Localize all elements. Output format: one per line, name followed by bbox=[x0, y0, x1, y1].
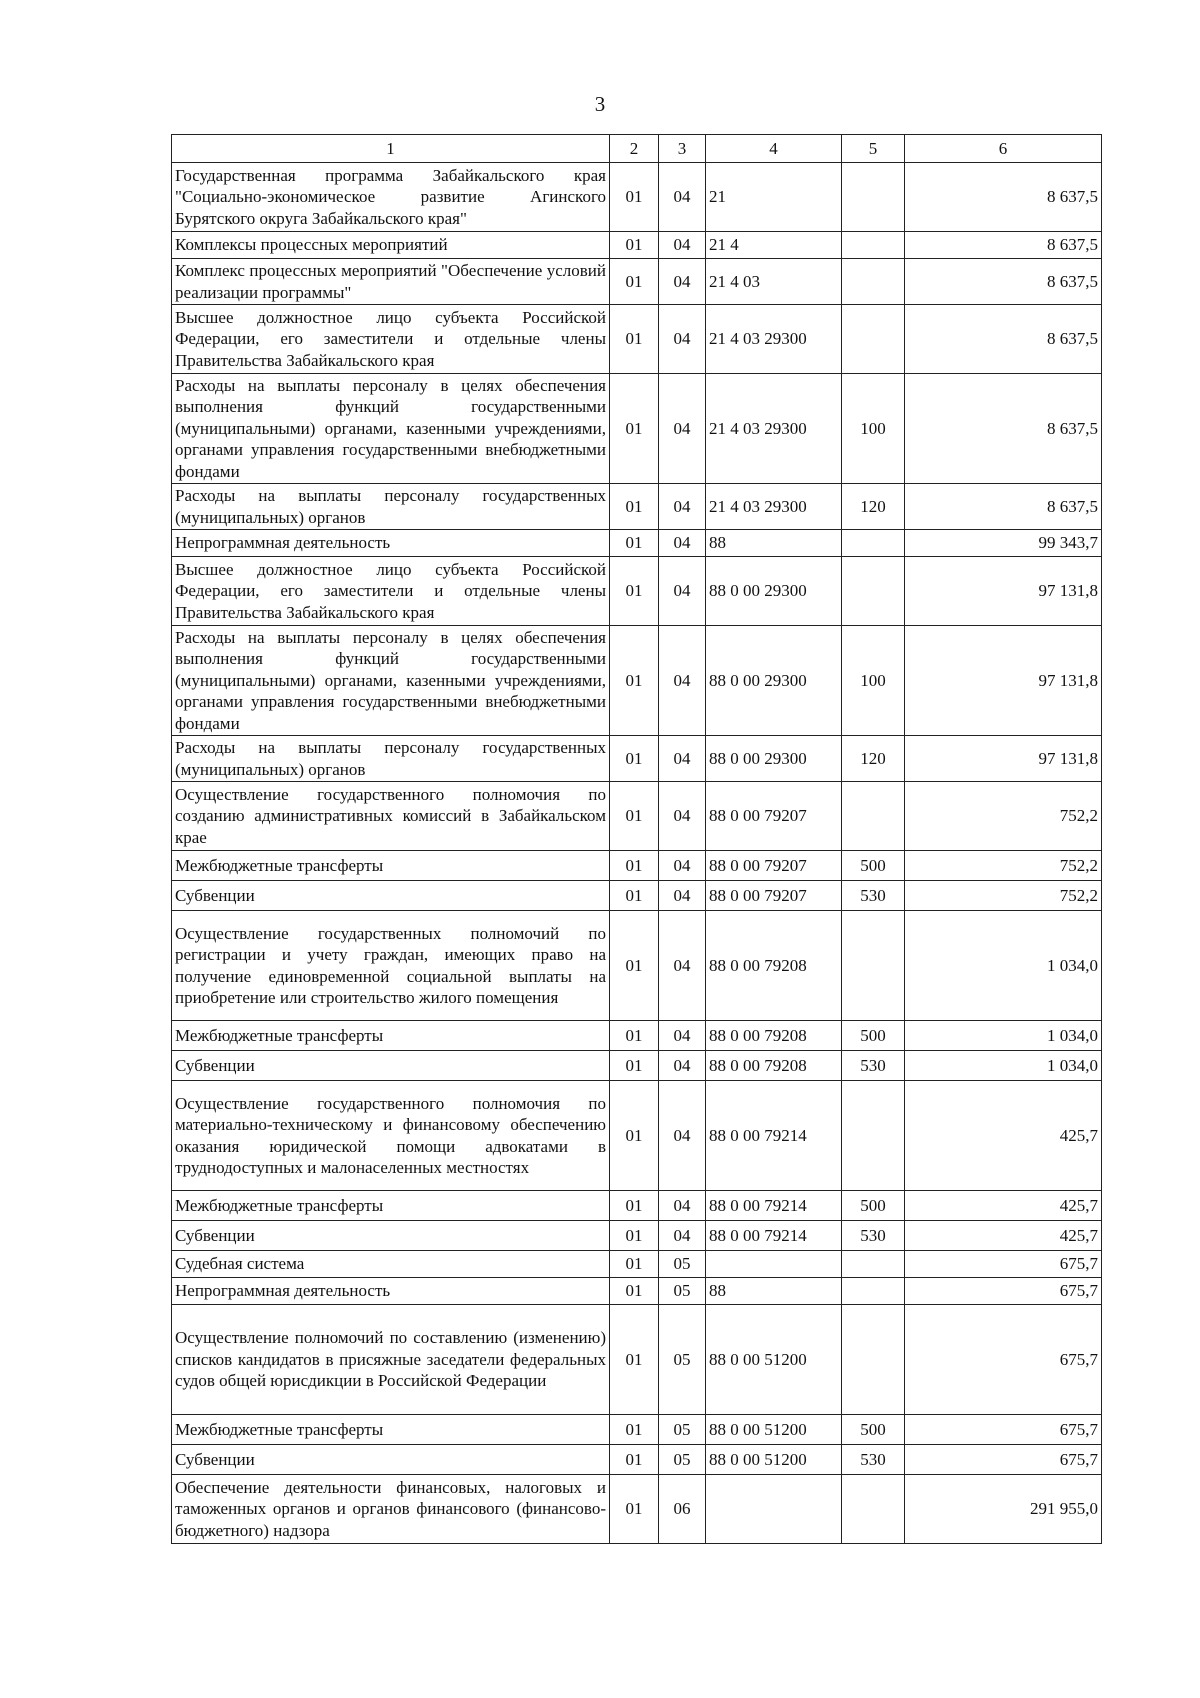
section-code: 01 bbox=[610, 530, 659, 557]
item-name: Осуществление полномочий по составлению (изменению) списков кандидатов в присяжные заседатели федеральных судов общей юрисдикции в Российской Федерации bbox=[172, 1305, 610, 1415]
subsection-code: 04 bbox=[659, 163, 706, 232]
section-code: 01 bbox=[610, 1051, 659, 1081]
amount: 97 131,8 bbox=[905, 626, 1102, 736]
section-code: 01 bbox=[610, 1415, 659, 1445]
expense-type-code bbox=[842, 530, 905, 557]
table-row bbox=[172, 1415, 1102, 1445]
expense-type-code bbox=[842, 1081, 905, 1191]
target-article-code: 88 0 00 29300 bbox=[706, 736, 842, 782]
subsection-code: 04 bbox=[659, 1081, 706, 1191]
expense-type-code bbox=[842, 1305, 905, 1415]
expense-type-code: 500 bbox=[842, 1021, 905, 1051]
section-code: 01 bbox=[610, 1221, 659, 1251]
target-article-code: 21 4 03 bbox=[706, 259, 842, 305]
expense-type-code bbox=[842, 1278, 905, 1305]
table-row bbox=[172, 911, 1102, 1021]
item-name: Осуществление государственных полномочий по регистрации и учету граждан, имеющих право на получение единовременной социальной выплаты на приобретение или строительство жилого помещения bbox=[172, 911, 610, 1021]
amount: 752,2 bbox=[905, 851, 1102, 881]
target-article-code: 88 0 00 51200 bbox=[706, 1415, 842, 1445]
item-name: Комплексы процессных мероприятий bbox=[172, 232, 610, 259]
expense-type-code: 120 bbox=[842, 736, 905, 782]
amount: 675,7 bbox=[905, 1278, 1102, 1305]
amount: 97 131,8 bbox=[905, 557, 1102, 626]
subsection-code: 05 bbox=[659, 1251, 706, 1278]
subsection-code: 05 bbox=[659, 1445, 706, 1475]
table-row bbox=[172, 530, 1102, 557]
expense-type-code: 500 bbox=[842, 851, 905, 881]
subsection-code: 04 bbox=[659, 736, 706, 782]
subsection-code: 04 bbox=[659, 484, 706, 530]
header-row bbox=[172, 135, 1102, 163]
amount: 8 637,5 bbox=[905, 232, 1102, 259]
subsection-code: 05 bbox=[659, 1305, 706, 1415]
amount: 425,7 bbox=[905, 1221, 1102, 1251]
expense-type-code bbox=[842, 163, 905, 232]
subsection-code: 04 bbox=[659, 881, 706, 911]
item-name: Осуществление государственного полномочия по материально-техническому и финансовому обеспечению оказания юридической помощи адвокатами в труднодоступных и малонаселенных местностях bbox=[172, 1081, 610, 1191]
target-article-code: 88 0 00 29300 bbox=[706, 557, 842, 626]
subsection-code: 04 bbox=[659, 305, 706, 374]
table-row bbox=[172, 1278, 1102, 1305]
target-article-code: 88 0 00 79214 bbox=[706, 1081, 842, 1191]
target-article-code: 88 0 00 79208 bbox=[706, 911, 842, 1021]
target-article-code: 88 bbox=[706, 1278, 842, 1305]
subsection-code: 04 bbox=[659, 1191, 706, 1221]
expense-type-code: 500 bbox=[842, 1415, 905, 1445]
budget-table bbox=[171, 134, 1102, 1544]
section-code: 01 bbox=[610, 736, 659, 782]
table-row bbox=[172, 232, 1102, 259]
amount: 675,7 bbox=[905, 1305, 1102, 1415]
table-row bbox=[172, 259, 1102, 305]
target-article-code: 88 0 00 79207 bbox=[706, 782, 842, 851]
table-row bbox=[172, 557, 1102, 626]
table-row bbox=[172, 1475, 1102, 1544]
amount: 1 034,0 bbox=[905, 911, 1102, 1021]
table-row bbox=[172, 374, 1102, 484]
section-code: 01 bbox=[610, 1251, 659, 1278]
item-name: Субвенции bbox=[172, 881, 610, 911]
target-article-code: 88 0 00 79214 bbox=[706, 1221, 842, 1251]
item-name: Непрограммная деятельность bbox=[172, 530, 610, 557]
item-name: Комплекс процессных мероприятий "Обеспечение условий реализации программы" bbox=[172, 259, 610, 305]
target-article-code: 21 bbox=[706, 163, 842, 232]
table-row bbox=[172, 881, 1102, 911]
amount: 1 034,0 bbox=[905, 1051, 1102, 1081]
expense-type-code: 500 bbox=[842, 1191, 905, 1221]
target-article-code: 21 4 03 29300 bbox=[706, 374, 842, 484]
expense-type-code: 530 bbox=[842, 1445, 905, 1475]
amount: 425,7 bbox=[905, 1081, 1102, 1191]
expense-type-code bbox=[842, 557, 905, 626]
section-code: 01 bbox=[610, 1021, 659, 1051]
amount: 1 034,0 bbox=[905, 1021, 1102, 1051]
target-article-code: 88 0 00 79207 bbox=[706, 851, 842, 881]
table-row bbox=[172, 626, 1102, 736]
amount: 675,7 bbox=[905, 1415, 1102, 1445]
amount: 425,7 bbox=[905, 1191, 1102, 1221]
target-article-code bbox=[706, 1475, 842, 1544]
column-header: 6 bbox=[905, 135, 1102, 163]
amount: 675,7 bbox=[905, 1251, 1102, 1278]
expense-type-code bbox=[842, 911, 905, 1021]
subsection-code: 04 bbox=[659, 232, 706, 259]
subsection-code: 05 bbox=[659, 1415, 706, 1445]
target-article-code: 88 0 00 79208 bbox=[706, 1021, 842, 1051]
section-code: 01 bbox=[610, 1305, 659, 1415]
item-name: Осуществление государственного полномочия по созданию административных комиссий в Забайкальском крае bbox=[172, 782, 610, 851]
expense-type-code bbox=[842, 305, 905, 374]
target-article-code: 21 4 bbox=[706, 232, 842, 259]
target-article-code: 88 0 00 79207 bbox=[706, 881, 842, 911]
section-code: 01 bbox=[610, 232, 659, 259]
subsection-code: 04 bbox=[659, 1021, 706, 1051]
amount: 97 131,8 bbox=[905, 736, 1102, 782]
table-row bbox=[172, 305, 1102, 374]
section-code: 01 bbox=[610, 1475, 659, 1544]
section-code: 01 bbox=[610, 1278, 659, 1305]
target-article-code: 88 0 00 79208 bbox=[706, 1051, 842, 1081]
target-article-code: 88 0 00 29300 bbox=[706, 626, 842, 736]
table-row bbox=[172, 1051, 1102, 1081]
column-header: 5 bbox=[842, 135, 905, 163]
amount: 291 955,0 bbox=[905, 1475, 1102, 1544]
item-name: Субвенции bbox=[172, 1445, 610, 1475]
table-row bbox=[172, 163, 1102, 232]
subsection-code: 04 bbox=[659, 530, 706, 557]
section-code: 01 bbox=[610, 374, 659, 484]
expense-type-code: 530 bbox=[842, 1051, 905, 1081]
expense-type-code: 530 bbox=[842, 881, 905, 911]
expense-type-code bbox=[842, 259, 905, 305]
section-code: 01 bbox=[610, 163, 659, 232]
section-code: 01 bbox=[610, 881, 659, 911]
page-number: 3 bbox=[594, 92, 606, 116]
amount: 752,2 bbox=[905, 782, 1102, 851]
amount: 8 637,5 bbox=[905, 484, 1102, 530]
subsection-code: 06 bbox=[659, 1475, 706, 1544]
item-name: Непрограммная деятельность bbox=[172, 1278, 610, 1305]
target-article-code: 88 0 00 51200 bbox=[706, 1305, 842, 1415]
amount: 99 343,7 bbox=[905, 530, 1102, 557]
section-code: 01 bbox=[610, 305, 659, 374]
amount: 8 637,5 bbox=[905, 163, 1102, 232]
subsection-code: 04 bbox=[659, 1221, 706, 1251]
section-code: 01 bbox=[610, 484, 659, 530]
expense-type-code: 530 bbox=[842, 1221, 905, 1251]
target-article-code: 88 bbox=[706, 530, 842, 557]
column-header: 4 bbox=[706, 135, 842, 163]
table-row bbox=[172, 484, 1102, 530]
target-article-code bbox=[706, 1251, 842, 1278]
item-name: Высшее должностное лицо субъекта Российской Федерации, его заместители и отдельные члены Правительства Забайкальского края bbox=[172, 557, 610, 626]
subsection-code: 04 bbox=[659, 557, 706, 626]
subsection-code: 04 bbox=[659, 1051, 706, 1081]
item-name: Межбюджетные трансферты bbox=[172, 851, 610, 881]
item-name: Расходы на выплаты персоналу государственных (муниципальных) органов bbox=[172, 484, 610, 530]
table-row bbox=[172, 1251, 1102, 1278]
item-name: Судебная система bbox=[172, 1251, 610, 1278]
section-code: 01 bbox=[610, 1081, 659, 1191]
item-name: Государственная программа Забайкальского края "Социально-экономическое развитие Агинского Бурятского округа Забайкальского края" bbox=[172, 163, 610, 232]
expense-type-code: 120 bbox=[842, 484, 905, 530]
table-row bbox=[172, 851, 1102, 881]
amount: 675,7 bbox=[905, 1445, 1102, 1475]
section-code: 01 bbox=[610, 626, 659, 736]
item-name: Обеспечение деятельности финансовых, налоговых и таможенных органов и органов финансового (финансово-бюджетного) надзора bbox=[172, 1475, 610, 1544]
table-row bbox=[172, 782, 1102, 851]
expense-type-code bbox=[842, 782, 905, 851]
item-name: Субвенции bbox=[172, 1221, 610, 1251]
section-code: 01 bbox=[610, 851, 659, 881]
item-name: Расходы на выплаты персоналу в целях обеспечения выполнения функций государственными (муниципальными) органами, казенными учреждениями, органами управления государственными внебюджетными фондами bbox=[172, 626, 610, 736]
subsection-code: 04 bbox=[659, 626, 706, 736]
expense-type-code bbox=[842, 1475, 905, 1544]
item-name: Расходы на выплаты персоналу в целях обеспечения выполнения функций государственными (муниципальными) органами, казенными учреждениями, органами управления государственными внебюджетными фондами bbox=[172, 374, 610, 484]
section-code: 01 bbox=[610, 911, 659, 1021]
table-row bbox=[172, 1021, 1102, 1051]
expense-type-code: 100 bbox=[842, 374, 905, 484]
subsection-code: 04 bbox=[659, 911, 706, 1021]
item-name: Межбюджетные трансферты bbox=[172, 1191, 610, 1221]
column-header: 1 bbox=[172, 135, 610, 163]
section-code: 01 bbox=[610, 1445, 659, 1475]
amount: 752,2 bbox=[905, 881, 1102, 911]
target-article-code: 88 0 00 51200 bbox=[706, 1445, 842, 1475]
expense-type-code: 100 bbox=[842, 626, 905, 736]
column-header: 3 bbox=[659, 135, 706, 163]
subsection-code: 05 bbox=[659, 1278, 706, 1305]
table-row bbox=[172, 1191, 1102, 1221]
target-article-code: 21 4 03 29300 bbox=[706, 484, 842, 530]
amount: 8 637,5 bbox=[905, 259, 1102, 305]
item-name: Расходы на выплаты персоналу государственных (муниципальных) органов bbox=[172, 736, 610, 782]
item-name: Межбюджетные трансферты bbox=[172, 1415, 610, 1445]
item-name: Субвенции bbox=[172, 1051, 610, 1081]
table-row bbox=[172, 1445, 1102, 1475]
expense-type-code bbox=[842, 1251, 905, 1278]
expense-type-code bbox=[842, 232, 905, 259]
subsection-code: 04 bbox=[659, 374, 706, 484]
amount: 8 637,5 bbox=[905, 374, 1102, 484]
section-code: 01 bbox=[610, 259, 659, 305]
section-code: 01 bbox=[610, 557, 659, 626]
table-row bbox=[172, 1081, 1102, 1191]
target-article-code: 21 4 03 29300 bbox=[706, 305, 842, 374]
table-row bbox=[172, 736, 1102, 782]
subsection-code: 04 bbox=[659, 851, 706, 881]
table-row bbox=[172, 1305, 1102, 1415]
item-name: Высшее должностное лицо субъекта Российской Федерации, его заместители и отдельные члены Правительства Забайкальского края bbox=[172, 305, 610, 374]
column-header: 2 bbox=[610, 135, 659, 163]
subsection-code: 04 bbox=[659, 782, 706, 851]
section-code: 01 bbox=[610, 782, 659, 851]
amount: 8 637,5 bbox=[905, 305, 1102, 374]
target-article-code: 88 0 00 79214 bbox=[706, 1191, 842, 1221]
item-name: Межбюджетные трансферты bbox=[172, 1021, 610, 1051]
section-code: 01 bbox=[610, 1191, 659, 1221]
subsection-code: 04 bbox=[659, 259, 706, 305]
table-row bbox=[172, 1221, 1102, 1251]
